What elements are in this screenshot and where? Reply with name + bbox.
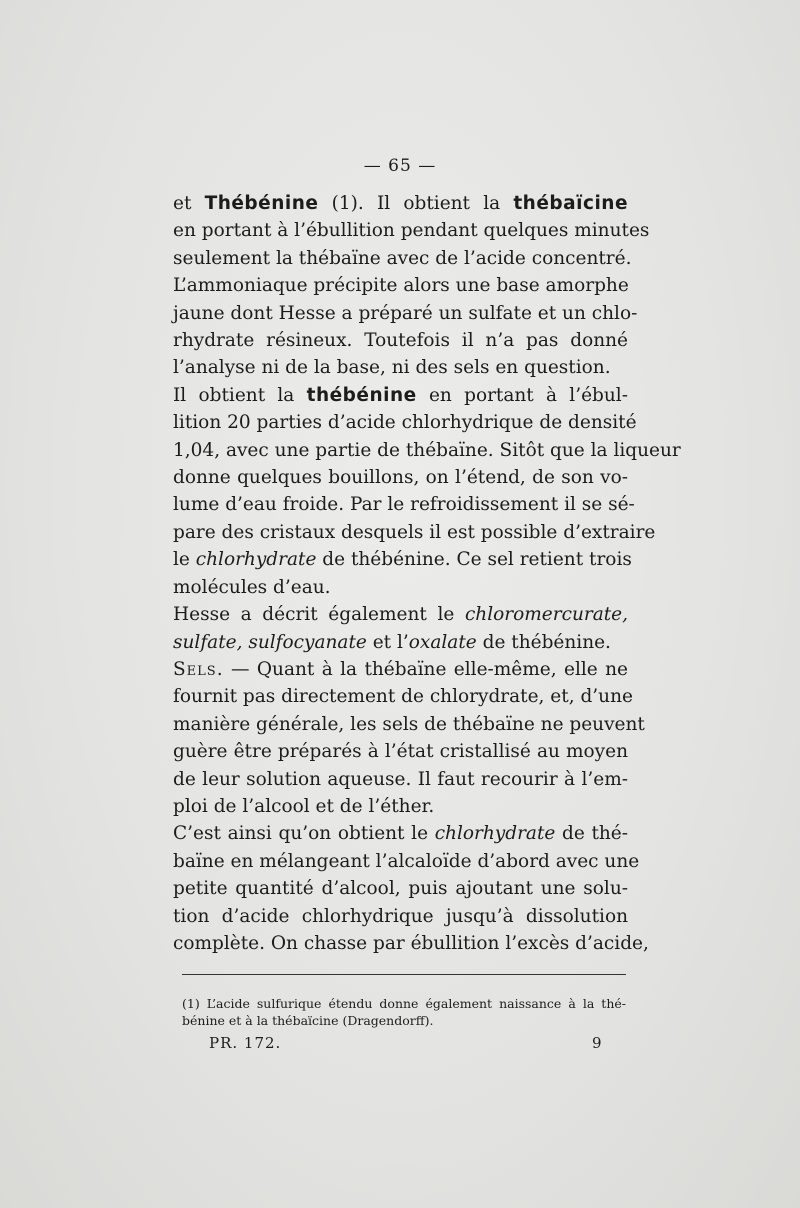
- footnote-line-2: bénine et à la thébaïcine (Dragendorff).: [182, 1013, 434, 1028]
- text-run: baïne en mélangeant l’alcaloïde d’abord avec une: [173, 850, 640, 872]
- text-line: [173, 601, 628, 628]
- text-line: [173, 546, 632, 573]
- text-run: tion d’acide chlorhydrique jusqu’à dissolution: [173, 905, 628, 927]
- italic-term: chloromercurate,: [464, 604, 628, 626]
- text-line: [173, 190, 628, 217]
- text-line: [173, 491, 635, 518]
- text-line: [173, 382, 628, 409]
- text-line: [173, 820, 628, 847]
- text-run: le: [173, 549, 196, 571]
- text-line: [173, 574, 628, 601]
- text-run: Hesse a décrit également le: [173, 604, 465, 626]
- text-line: [173, 300, 638, 327]
- text-run: et l’: [366, 631, 409, 653]
- text-run: lition 20 parties d’acide chlorhydrique de densité: [173, 412, 637, 434]
- text-line: [173, 711, 645, 738]
- text-run: — Quant à la thébaïne elle-même, elle ne: [223, 658, 628, 680]
- text-run: en portant à l’ébullition pendant quelques minutes: [173, 220, 650, 242]
- text-run: de thébénine.: [476, 631, 611, 653]
- text-line: [173, 409, 637, 436]
- text-run: seulement la thébaïne avec de l’acide concentré.: [173, 247, 632, 269]
- text-run: petite quantité d’alcool, puis ajoutant une solu-: [173, 878, 628, 900]
- text-line: [173, 848, 640, 875]
- text-line: [173, 793, 628, 820]
- text-line: [173, 464, 628, 491]
- text-line: [173, 272, 628, 299]
- text-run: rhydrate résineux. Toutefois il n’a pas donné: [173, 330, 628, 352]
- text-run: fournit pas directement de chlorydrate, et, d’une: [173, 686, 633, 708]
- text-line: [173, 875, 628, 902]
- text-run: Il obtient la: [173, 384, 307, 406]
- page-number: — 65 —: [363, 156, 437, 176]
- text-run: molécules d’eau.: [173, 576, 331, 598]
- bold-term: thébénine: [306, 384, 417, 406]
- text-run: manière générale, les sels de thébaïne ne peuvent: [173, 713, 645, 735]
- text-line: [173, 327, 628, 354]
- italic-term: sulfate, sulfocyanate: [173, 631, 367, 653]
- italic-term: chlorhydrate: [434, 823, 556, 845]
- text-run: guère être préparés à l’état cristallisé au moyen: [173, 741, 628, 763]
- footnote-rule: [182, 974, 626, 975]
- text-line: [173, 903, 628, 930]
- text-run: de thé-: [555, 823, 628, 845]
- text-run: 1,04, avec une partie de thébaïne. Sitôt que la liqueur: [173, 439, 681, 461]
- text-run: complète. On chasse par ébullition l’excès d’acide,: [173, 932, 649, 954]
- text-run: pare des cristaux desquels il est possible d’extraire: [173, 521, 656, 543]
- text-run: en portant à l’ébul-: [416, 384, 628, 406]
- text-line: [173, 766, 628, 793]
- body-text: [173, 190, 681, 957]
- text-line: [173, 629, 628, 656]
- footnote-line-1: (1) L’acide sulfurique étendu donne également naissance à la thé-: [182, 996, 626, 1011]
- text-line: [173, 738, 628, 765]
- text-line: [173, 656, 628, 683]
- text-run: L’ammoniaque précipite alors une base amorphe: [173, 275, 629, 297]
- text-line: [173, 217, 650, 244]
- text-run: jaune dont Hesse a préparé un sulfate et un chlo-: [173, 302, 638, 324]
- text-run: et: [173, 193, 205, 214]
- printer-signature: PR. 172.: [209, 1034, 282, 1052]
- text-run: l’analyse ni de la base, ni des sels en question.: [173, 357, 611, 379]
- italic-term: oxalate: [408, 631, 477, 653]
- text-run: de thébénine. Ce sel retient trois: [316, 549, 632, 571]
- footnote: [182, 995, 626, 1029]
- text-run: lume d’eau froide. Par le refroidissement il se sé-: [173, 494, 635, 516]
- text-run: de leur solution aqueuse. Il faut recourir à l’em-: [173, 768, 628, 790]
- text-line: [173, 437, 681, 464]
- sheet-number: 9: [592, 1034, 602, 1052]
- text-line: [173, 683, 633, 710]
- text-line: [173, 519, 656, 546]
- text-line: [173, 354, 628, 381]
- text-run: ploi de l’alcool et de l’éther.: [173, 795, 435, 817]
- section-label: Sels.: [173, 658, 224, 680]
- bold-term: thébaïcine: [513, 193, 628, 214]
- text-run: (1). Il obtient la: [318, 193, 514, 214]
- text-line: [173, 245, 632, 272]
- text-run: donne quelques bouillons, on l’étend, de son vo-: [173, 467, 628, 489]
- bold-term: Thébénine: [204, 193, 319, 214]
- italic-term: chlorhydrate: [195, 549, 317, 571]
- text-line: [173, 930, 649, 957]
- text-run: C’est ainsi qu’on obtient le: [173, 823, 435, 845]
